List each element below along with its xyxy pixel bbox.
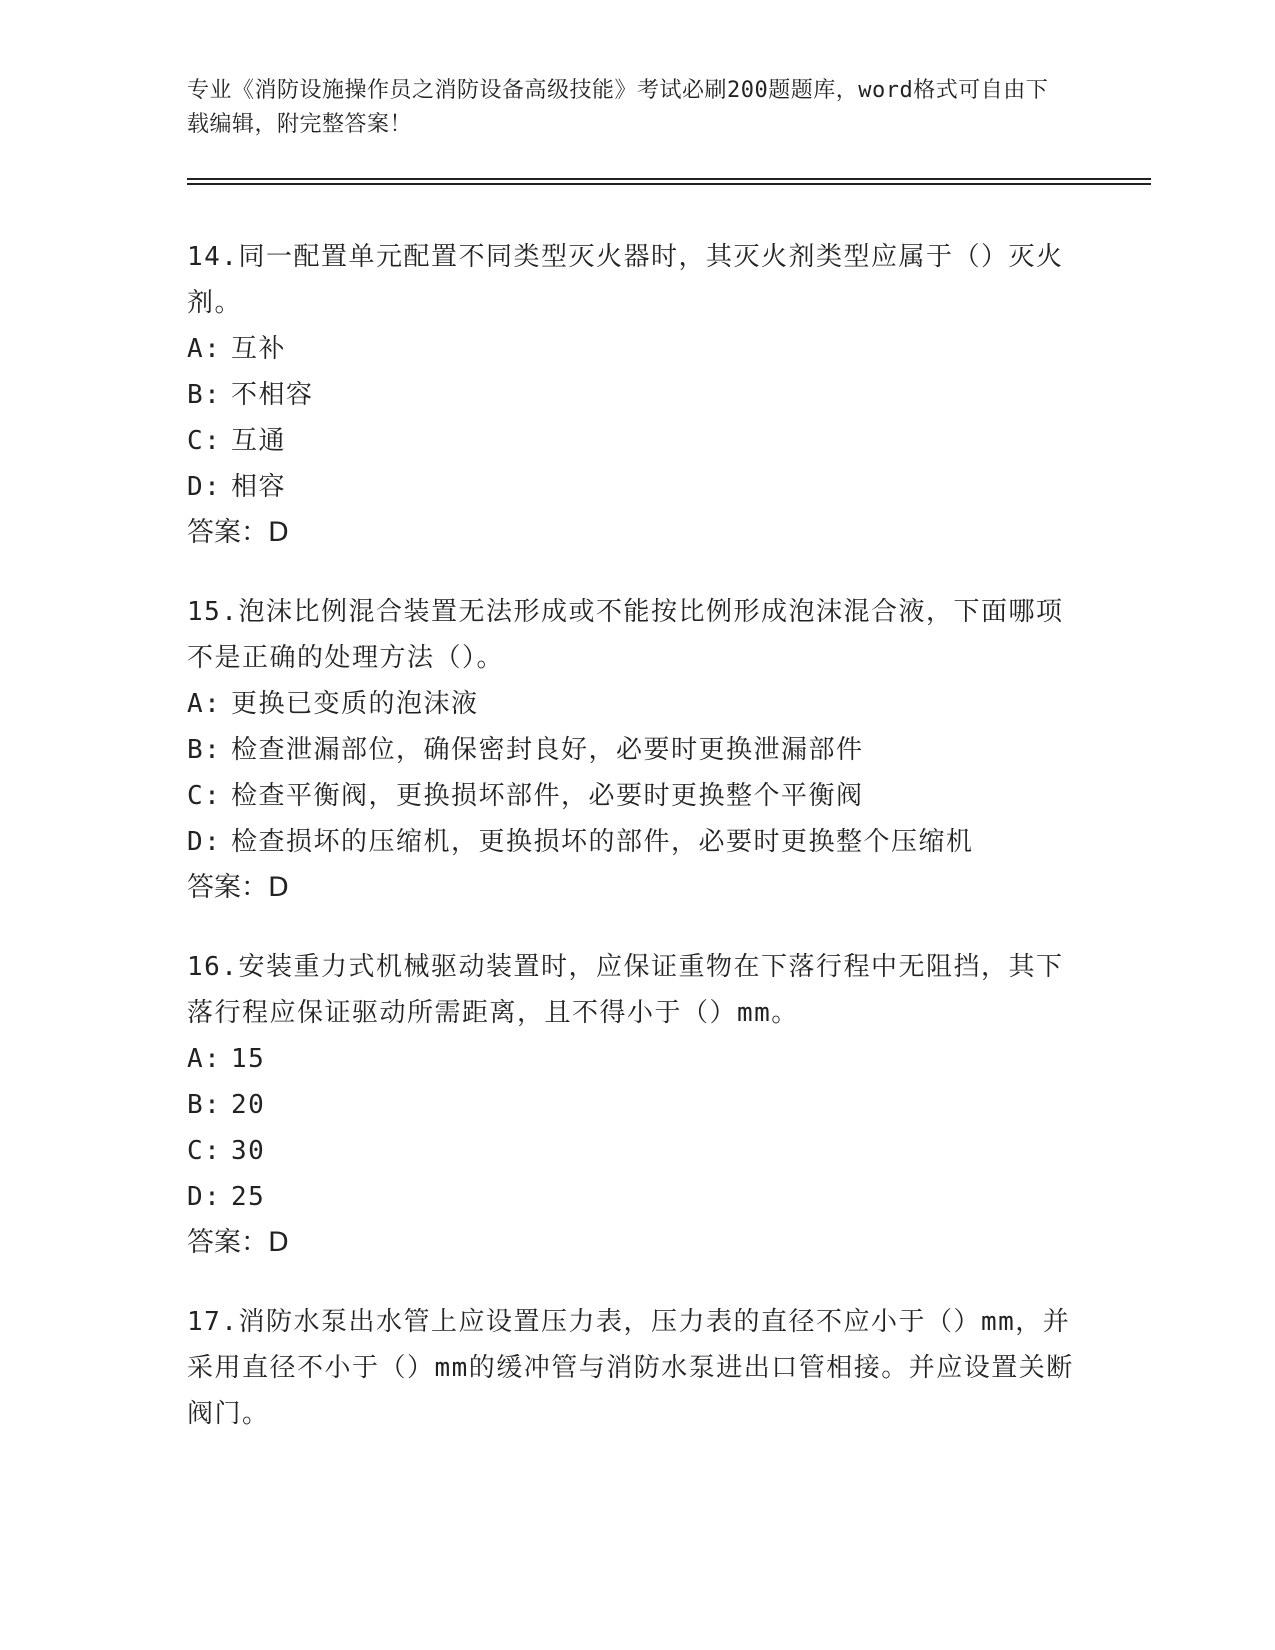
option-text: 互补 (231, 334, 287, 364)
option-a (187, 1036, 1087, 1082)
option-text: 检查泄漏部位，确保密封良好，必要时更换泄漏部件 (231, 735, 864, 765)
option-key: B: (187, 735, 222, 765)
option-text: 更换已变质的泡沫液 (231, 689, 479, 719)
question-text: 16.安装重力式机械驱动装置时，应保证重物在下落行程中无阻挡，其下落行程应保证驱动所需距离，且不得小于（）mm。 (187, 952, 1064, 1028)
option-d (187, 819, 1087, 865)
question-17 (187, 1299, 1087, 1437)
option-key: D: (187, 1182, 222, 1212)
option-key: A: (187, 1044, 222, 1074)
question-15 (187, 589, 1087, 911)
document-header (187, 74, 1067, 142)
option-key: D: (187, 472, 222, 502)
header-text: 专业《消防设施操作员之消防设备高级技能》考试必刷200题题库，word格式可自由下载编辑，附完整答案！ (187, 78, 1049, 137)
option-d (187, 1174, 1087, 1220)
option-text: 20 (231, 1090, 266, 1120)
option-key: C: (187, 781, 222, 811)
question-text: 14.同一配置单元配置不同类型灭火器时，其灭火剂类型应属于（）灭火剂。 (187, 242, 1064, 318)
question-text: 15.泡沫比例混合装置无法形成或不能按比例形成泡沫混合液，下面哪项不是正确的处理方法（）。 (187, 597, 1064, 673)
question-14 (187, 234, 1087, 556)
option-key: C: (187, 1136, 222, 1166)
option-text: 30 (231, 1136, 266, 1166)
option-c (187, 1128, 1087, 1174)
answer-line: 答案：D (187, 872, 289, 903)
option-text: 25 (231, 1182, 266, 1212)
option-c (187, 773, 1087, 819)
option-text: 检查损坏的压缩机，更换损坏的部件，必要时更换整个压缩机 (231, 827, 974, 857)
option-text: 不相容 (231, 380, 314, 410)
question-text: 17.消防水泵出水管上应设置压力表，压力表的直径不应小于（）mm，并采用直径不小于（）mm的缓冲管与消防水泵进出口管相接。并应设置关断阀门。 (187, 1307, 1074, 1429)
option-key: D: (187, 827, 222, 857)
option-b (187, 727, 1087, 773)
answer-line: 答案：D (187, 517, 289, 548)
option-b (187, 372, 1087, 418)
header-divider-top (187, 178, 1151, 180)
option-key: A: (187, 689, 222, 719)
option-key: A: (187, 334, 222, 364)
option-text: 15 (231, 1044, 266, 1074)
question-list (187, 234, 1087, 1470)
option-text: 检查平衡阀，更换损坏部件，必要时更换整个平衡阀 (231, 781, 864, 811)
header-divider-bottom (187, 183, 1151, 185)
answer-line: 答案：D (187, 1227, 289, 1258)
option-a (187, 681, 1087, 727)
option-text: 互通 (231, 426, 287, 456)
option-key: B: (187, 1090, 222, 1120)
option-b (187, 1082, 1087, 1128)
option-text: 相容 (231, 472, 287, 502)
option-key: B: (187, 380, 222, 410)
question-16 (187, 944, 1087, 1266)
option-a (187, 326, 1087, 372)
option-key: C: (187, 426, 222, 456)
option-c (187, 418, 1087, 464)
option-d (187, 464, 1087, 510)
